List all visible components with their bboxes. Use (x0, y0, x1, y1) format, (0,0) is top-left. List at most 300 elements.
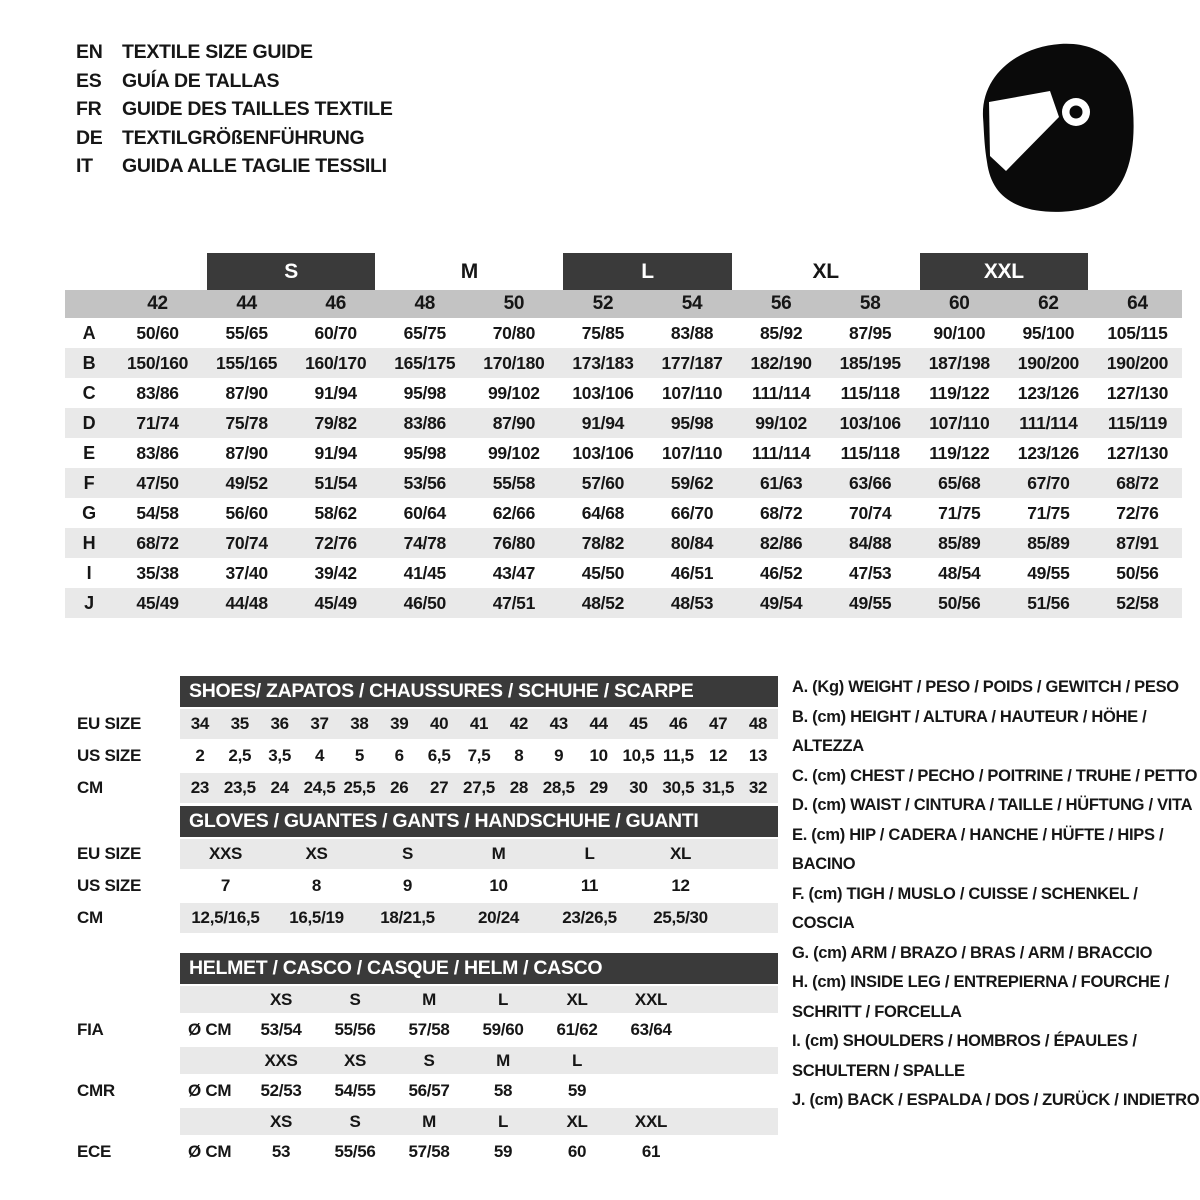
size-value: 48/53 (670, 593, 714, 613)
measurement-row-j (65, 588, 1182, 618)
value-cell: 4 (314, 746, 325, 765)
size-value: 41/45 (403, 563, 446, 583)
row-values (180, 773, 778, 803)
helmet-size-cell (614, 1047, 688, 1074)
helmet-size-cell: XL (566, 1112, 588, 1131)
size-value: 91/94 (581, 413, 625, 433)
value-cell: 37 (310, 714, 329, 733)
size-value: 51/54 (314, 473, 357, 493)
value-cell: 28 (509, 778, 529, 797)
helmet-value-cell: 61 (641, 1142, 661, 1161)
shoes-table-cm-row (65, 773, 778, 803)
unit-label: Ø CM (188, 1081, 232, 1100)
helmet-value-cell: 59 (493, 1142, 513, 1161)
helmet-size-cell: L (497, 990, 509, 1009)
row-values (180, 709, 778, 739)
size-value: 62/66 (492, 503, 536, 523)
size-value: 46/51 (670, 563, 714, 583)
size-value: 43/47 (492, 563, 536, 583)
value-cell: 27 (429, 778, 449, 797)
row-values (180, 986, 778, 1013)
size-value: 85/89 (938, 533, 981, 553)
value-cell: 9 (402, 876, 413, 895)
legend-item-d: D. (cm) WAIST / CINTURA / TAILLE / HÜFTUNG / VITA (792, 796, 1193, 814)
size-value: 60/70 (314, 323, 357, 343)
language-title-block (76, 38, 393, 181)
gloves-table-header: GLOVES / GUANTES / GANTS / HANDSCHUHE / GUANTI (180, 806, 778, 837)
size-value: 90/100 (933, 323, 986, 343)
standard-label: CMR (77, 1081, 115, 1100)
row-label: CM (77, 778, 103, 797)
size-column-header: 60 (949, 293, 970, 314)
language-code: DE (76, 126, 103, 149)
row-label: US SIZE (77, 876, 142, 895)
size-value: 71/75 (1027, 503, 1070, 523)
helmet-value-cell: 55/56 (334, 1020, 376, 1039)
size-value: 173/183 (572, 353, 634, 373)
value-cell: 16,5/19 (289, 908, 344, 927)
row-label: US SIZE (77, 746, 142, 765)
legend-item-j: J. (cm) BACK / ESPALDA / DOS / ZURÜCK / INDIETRO (792, 1091, 1200, 1109)
size-value: 160/170 (305, 353, 367, 373)
size-value: 187/198 (928, 353, 990, 373)
size-value: 35/38 (136, 563, 179, 583)
size-value: 66/70 (670, 503, 714, 523)
row-label: EU SIZE (77, 714, 142, 733)
size-value: 182/190 (750, 353, 812, 373)
helmet-value-cell: 61/62 (556, 1020, 598, 1039)
size-value: 127/130 (1106, 383, 1169, 403)
value-cell: 29 (589, 778, 608, 797)
measurement-legend (792, 673, 1200, 1116)
value-cell: 30 (629, 778, 648, 797)
row-values (180, 903, 778, 933)
value-cell: 39 (390, 714, 409, 733)
size-value: 165/175 (394, 353, 456, 373)
value-cell: 7,5 (467, 746, 491, 765)
helmet-value-cell: 57/58 (408, 1020, 450, 1039)
size-value: 57/60 (581, 473, 625, 493)
value-cell: 12,5/16,5 (191, 908, 260, 927)
value-cell: 45 (629, 714, 648, 733)
size-value: 107/110 (661, 443, 723, 463)
size-value: 83/86 (403, 413, 446, 433)
row-values (180, 1015, 778, 1045)
size-value: 49/52 (225, 473, 268, 493)
size-value: 70/80 (492, 323, 536, 343)
language-title-en (76, 38, 393, 67)
measurement-row-f (65, 468, 1182, 498)
shoes-table-us-size-row (65, 741, 778, 771)
unit-spacer (180, 1108, 244, 1135)
row-values (180, 1076, 778, 1106)
size-value: 87/90 (225, 383, 268, 403)
size-column-header: 44 (236, 293, 257, 314)
helmet-size-cell: XS (343, 1051, 367, 1070)
value-cell: 28,5 (542, 778, 575, 797)
size-value: 65/68 (938, 473, 981, 493)
measurement-row-label: D (82, 413, 96, 433)
size-value: 80/84 (670, 533, 714, 553)
size-value: 45/49 (314, 593, 357, 613)
size-value: 63/66 (849, 473, 892, 493)
size-value: 75/78 (225, 413, 268, 433)
value-cell: 11,5 (662, 746, 694, 765)
size-value: 107/110 (929, 413, 990, 433)
helmet-fia-values-row (65, 1015, 778, 1045)
helmet-size-cell: M (422, 990, 436, 1009)
size-value: 72/76 (314, 533, 357, 553)
size-value: 103/106 (572, 383, 634, 403)
size-value: 56/60 (225, 503, 268, 523)
size-value: 49/55 (849, 593, 892, 613)
measurement-row-h (65, 528, 1182, 558)
measurement-row-g (65, 498, 1182, 528)
size-value: 190/200 (1017, 353, 1079, 373)
size-value: 91/94 (314, 383, 357, 403)
size-column-header: 48 (414, 293, 436, 314)
language-label: TEXTILE SIZE GUIDE (122, 41, 313, 63)
size-value: 55/65 (225, 323, 268, 343)
value-cell: 5 (354, 746, 364, 765)
helmet-value-cell: 54/55 (334, 1081, 376, 1100)
language-title-de (76, 124, 393, 153)
size-value: 68/72 (1116, 473, 1159, 493)
size-value: 87/90 (492, 413, 536, 433)
value-cell: 25,5 (343, 778, 376, 797)
helmet-size-table (65, 953, 778, 1169)
gloves-table-eu-size-row (65, 839, 778, 869)
row-values (180, 741, 778, 771)
size-value: 99/102 (488, 443, 540, 463)
language-code: FR (76, 98, 102, 120)
value-cell: 23 (190, 778, 210, 797)
size-value: 50/56 (938, 593, 981, 613)
size-value: 95/100 (1022, 323, 1075, 343)
size-value: 75/85 (581, 323, 625, 343)
legend-item-c: C. (cm) CHEST / PECHO / POITRINE / TRUHE / PETTO (792, 766, 1198, 785)
garment-size-table (65, 253, 1182, 618)
measurement-row-label: G (82, 503, 96, 523)
size-column-header: 58 (859, 293, 881, 314)
shoes-table-rows (65, 709, 778, 803)
size-value: 50/56 (1116, 563, 1159, 583)
value-cell: 42 (509, 714, 529, 733)
size-value: 58/62 (314, 503, 357, 523)
measurement-row-label: B (82, 353, 96, 373)
value-cell: 6,5 (427, 746, 451, 765)
size-column-header: 62 (1038, 293, 1059, 314)
size-value: 87/90 (225, 443, 268, 463)
value-cell: 26 (390, 778, 409, 797)
gloves-table-cm-row (65, 903, 778, 933)
size-value: 111/114 (1019, 413, 1078, 433)
size-value: 87/91 (1116, 533, 1159, 553)
helmet-size-cell: XXL (634, 990, 668, 1009)
value-cell: XL (669, 844, 692, 863)
helmet-fia-sizes-row (65, 986, 778, 1013)
size-value: 150/160 (126, 353, 189, 373)
language-code: IT (76, 155, 93, 177)
size-value: 85/89 (1027, 533, 1070, 553)
gloves-table-rows (65, 839, 778, 933)
measurement-row-label: I (86, 563, 92, 583)
legend-item-e: E. (cm) HIP / CADERA / HANCHE / HÜFTE / HIPS / BACINO (792, 825, 1164, 873)
size-group-xxl: XXL (920, 253, 1088, 290)
value-cell: 30,5 (662, 778, 695, 797)
size-value: 47/51 (492, 593, 536, 613)
value-cell: 35 (230, 714, 249, 733)
measurement-row-label: A (82, 323, 96, 343)
value-cell: 7 (220, 876, 231, 895)
size-value: 61/63 (759, 473, 803, 493)
size-value: 123/126 (1017, 443, 1079, 463)
row-values (180, 839, 778, 869)
size-value: 52/58 (1116, 593, 1159, 613)
size-column-header: 50 (503, 293, 525, 314)
size-value: 170/180 (483, 353, 545, 373)
size-value: 67/70 (1027, 473, 1070, 493)
unit-spacer (180, 986, 244, 1013)
size-value: 111/114 (751, 443, 811, 463)
helmet-value-cell: 57/58 (408, 1142, 450, 1161)
measurement-row-label: E (83, 443, 95, 463)
size-value: 37/40 (225, 563, 268, 583)
value-cell: 8 (514, 746, 524, 765)
gloves-table-us-size-row (65, 871, 778, 901)
size-value: 103/106 (839, 413, 901, 433)
helmet-size-cell: XL (566, 990, 588, 1009)
size-value: 64/68 (581, 503, 625, 523)
language-label: GUIDE DES TAILLES TEXTILE (122, 98, 393, 120)
measurement-row-label: J (84, 593, 94, 613)
size-value: 72/76 (1116, 503, 1159, 523)
measurement-row-i (65, 558, 1182, 588)
value-cell: 13 (748, 746, 768, 765)
helmet-value-cell: 59/60 (482, 1020, 524, 1039)
size-group-xl: XL (812, 260, 839, 283)
legend-item-h: H. (cm) INSIDE LEG / ENTREPIERNA / FOURCHE / SCHRITT / FORCELLA (792, 973, 1169, 1021)
row-label (65, 986, 180, 1013)
size-group-m: M (460, 260, 478, 283)
size-value: 115/119 (1107, 413, 1168, 433)
helmet-size-cell: S (349, 1112, 361, 1131)
shoes-table-header: SHOES/ ZAPATOS / CHAUSSURES / SCHUHE / SCARPE (180, 676, 778, 707)
language-code: ES (76, 69, 102, 92)
size-value: 55/58 (492, 473, 536, 493)
size-column-header: 56 (770, 293, 792, 314)
value-cell: 6 (394, 746, 404, 765)
value-cell: 24 (270, 778, 289, 797)
racing-helmet-icon (950, 20, 1180, 220)
value-cell: 41 (469, 714, 489, 733)
size-value: 107/110 (661, 383, 723, 403)
value-cell: 38 (350, 714, 369, 733)
language-label: TEXTILGRÖßENFÜHRUNG (122, 126, 365, 149)
helmet-size-cell: L (497, 1112, 509, 1131)
value-cell: 10 (589, 746, 608, 765)
row-label (65, 1108, 180, 1135)
row-label-spacer (65, 290, 113, 318)
legend-item-a: A. (Kg) WEIGHT / PESO / POIDS / GEWITCH / PESO (792, 678, 1179, 696)
shoes-table-eu-size-row (65, 709, 778, 739)
size-value: 95/98 (403, 443, 446, 463)
size-value: 45/50 (581, 563, 625, 583)
value-cell: 46 (669, 714, 688, 733)
helmet-table-rows (65, 986, 778, 1167)
measurement-row-label: H (82, 533, 96, 553)
language-title-fr (76, 95, 393, 124)
value-cell: 10,5 (622, 746, 655, 765)
helmet-value-cell (614, 1076, 688, 1106)
shoes-size-table (65, 676, 778, 805)
size-value: 95/98 (670, 413, 714, 433)
helmet-cmr-sizes-row (65, 1047, 778, 1074)
size-value: 39/42 (314, 563, 357, 583)
size-value: 74/78 (403, 533, 446, 553)
helmet-value-cell: 55/56 (334, 1142, 376, 1161)
measurement-row-label: C (82, 383, 96, 403)
size-value: 54/58 (136, 503, 179, 523)
value-cell: M (491, 844, 506, 863)
helmet-ece-sizes-row (65, 1108, 778, 1135)
size-value: 190/200 (1106, 353, 1169, 373)
measurement-row-e (65, 438, 1182, 468)
size-value: 76/80 (492, 533, 536, 553)
value-cell: 36 (270, 714, 289, 733)
value-cell: XS (305, 844, 328, 863)
gloves-size-table (65, 806, 778, 935)
size-value: 85/92 (759, 323, 803, 343)
size-value: 47/53 (849, 563, 892, 583)
helmet-size-cell: S (349, 990, 361, 1009)
helmet-cmr-values-row (65, 1076, 778, 1106)
value-cell: 20/24 (477, 908, 520, 927)
language-code: EN (76, 41, 103, 63)
size-value: 105/115 (1107, 323, 1168, 343)
size-value: 71/75 (938, 503, 981, 523)
size-value: 115/118 (840, 443, 900, 463)
size-value: 46/52 (759, 563, 803, 583)
helmet-size-cell: S (423, 1051, 435, 1070)
legend-item-f: F. (cm) TIGH / MUSLO / CUISSE / SCHENKEL / COSCIA (792, 884, 1138, 932)
size-value: 99/102 (488, 383, 540, 403)
row-values (180, 1108, 778, 1135)
value-cell: 2,5 (228, 746, 252, 765)
value-cell: 48 (748, 714, 768, 733)
standard-label: ECE (77, 1142, 112, 1161)
size-value: 45/49 (136, 593, 179, 613)
unit-spacer (180, 1047, 244, 1074)
size-value: 115/118 (840, 383, 900, 403)
unit-label: Ø CM (188, 1020, 232, 1039)
helmet-value-cell: 53 (271, 1142, 291, 1161)
language-label: GUÍA DE TALLAS (122, 69, 280, 92)
helmet-value-cell: 56/57 (408, 1081, 450, 1100)
value-cell: 44 (589, 714, 608, 733)
size-value: 123/126 (1017, 383, 1079, 403)
unit-label: Ø CM (188, 1142, 232, 1161)
value-cell: 27,5 (463, 778, 495, 797)
size-value: 78/82 (581, 533, 625, 553)
value-cell: 47 (709, 714, 728, 733)
size-value: 59/62 (670, 473, 714, 493)
value-cell: 8 (311, 876, 322, 895)
size-value: 49/55 (1027, 563, 1070, 583)
size-header-row (65, 290, 1182, 318)
size-value: 99/102 (755, 413, 807, 433)
helmet-value-cell: 59 (567, 1081, 587, 1100)
size-value: 47/50 (136, 473, 179, 493)
size-value: 60/64 (403, 503, 446, 523)
size-value: 79/82 (314, 413, 357, 433)
value-cell: 23/26,5 (562, 908, 617, 927)
size-value: 70/74 (849, 503, 892, 523)
size-column-header: 46 (325, 293, 346, 314)
size-group-row (65, 253, 1182, 290)
language-label: GUIDA ALLE TAGLIE TESSILI (122, 155, 387, 177)
row-values (180, 871, 778, 901)
size-value: 53/56 (403, 473, 446, 493)
row-values (180, 1137, 778, 1167)
size-value: 155/165 (216, 353, 278, 373)
size-column-header: 52 (592, 293, 614, 314)
size-value: 83/86 (136, 443, 179, 463)
measurement-row-b (65, 348, 1182, 378)
value-cell: XXS (208, 844, 243, 863)
size-value: 83/88 (670, 323, 714, 343)
value-cell: L (584, 844, 595, 863)
value-cell: 40 (429, 714, 449, 733)
row-label (65, 1047, 180, 1074)
size-value: 48/52 (581, 593, 625, 613)
helmet-size-cell: M (496, 1051, 510, 1070)
helmet-value-cell: 63/64 (630, 1020, 672, 1039)
row-values (180, 1047, 778, 1074)
value-cell: 11 (580, 876, 599, 895)
size-column-header: 54 (681, 293, 703, 314)
size-value: 49/54 (759, 593, 803, 613)
size-value: 51/56 (1027, 593, 1070, 613)
size-value: 70/74 (225, 533, 268, 553)
helmet-table-header: HELMET / CASCO / CASQUE / HELM / CASCO (180, 953, 778, 984)
value-cell: 10 (489, 876, 508, 895)
value-cell: 43 (549, 714, 568, 733)
size-value: 91/94 (314, 443, 357, 463)
value-cell: 9 (554, 746, 564, 765)
language-title-it (76, 152, 393, 181)
size-group-s: S (207, 253, 375, 290)
size-value: 50/60 (136, 323, 179, 343)
size-value: 185/195 (839, 353, 901, 373)
size-value: 119/122 (929, 443, 990, 463)
helmet-value-cell: 53/54 (260, 1020, 302, 1039)
helmet-size-cell: M (422, 1112, 436, 1131)
size-column-header: 64 (1127, 293, 1148, 314)
standard-label: FIA (77, 1020, 104, 1039)
size-group-l: L (563, 253, 731, 290)
helmet-value-cell: 58 (493, 1081, 513, 1100)
measurement-row-d (65, 408, 1182, 438)
size-value: 103/106 (572, 443, 634, 463)
language-title-es (76, 67, 393, 96)
value-cell: S (401, 844, 414, 863)
size-value: 68/72 (136, 533, 179, 553)
main-table-body (65, 318, 1182, 618)
size-value: 87/95 (849, 323, 892, 343)
value-cell: 32 (748, 778, 768, 797)
value-cell: 3,5 (268, 746, 292, 765)
